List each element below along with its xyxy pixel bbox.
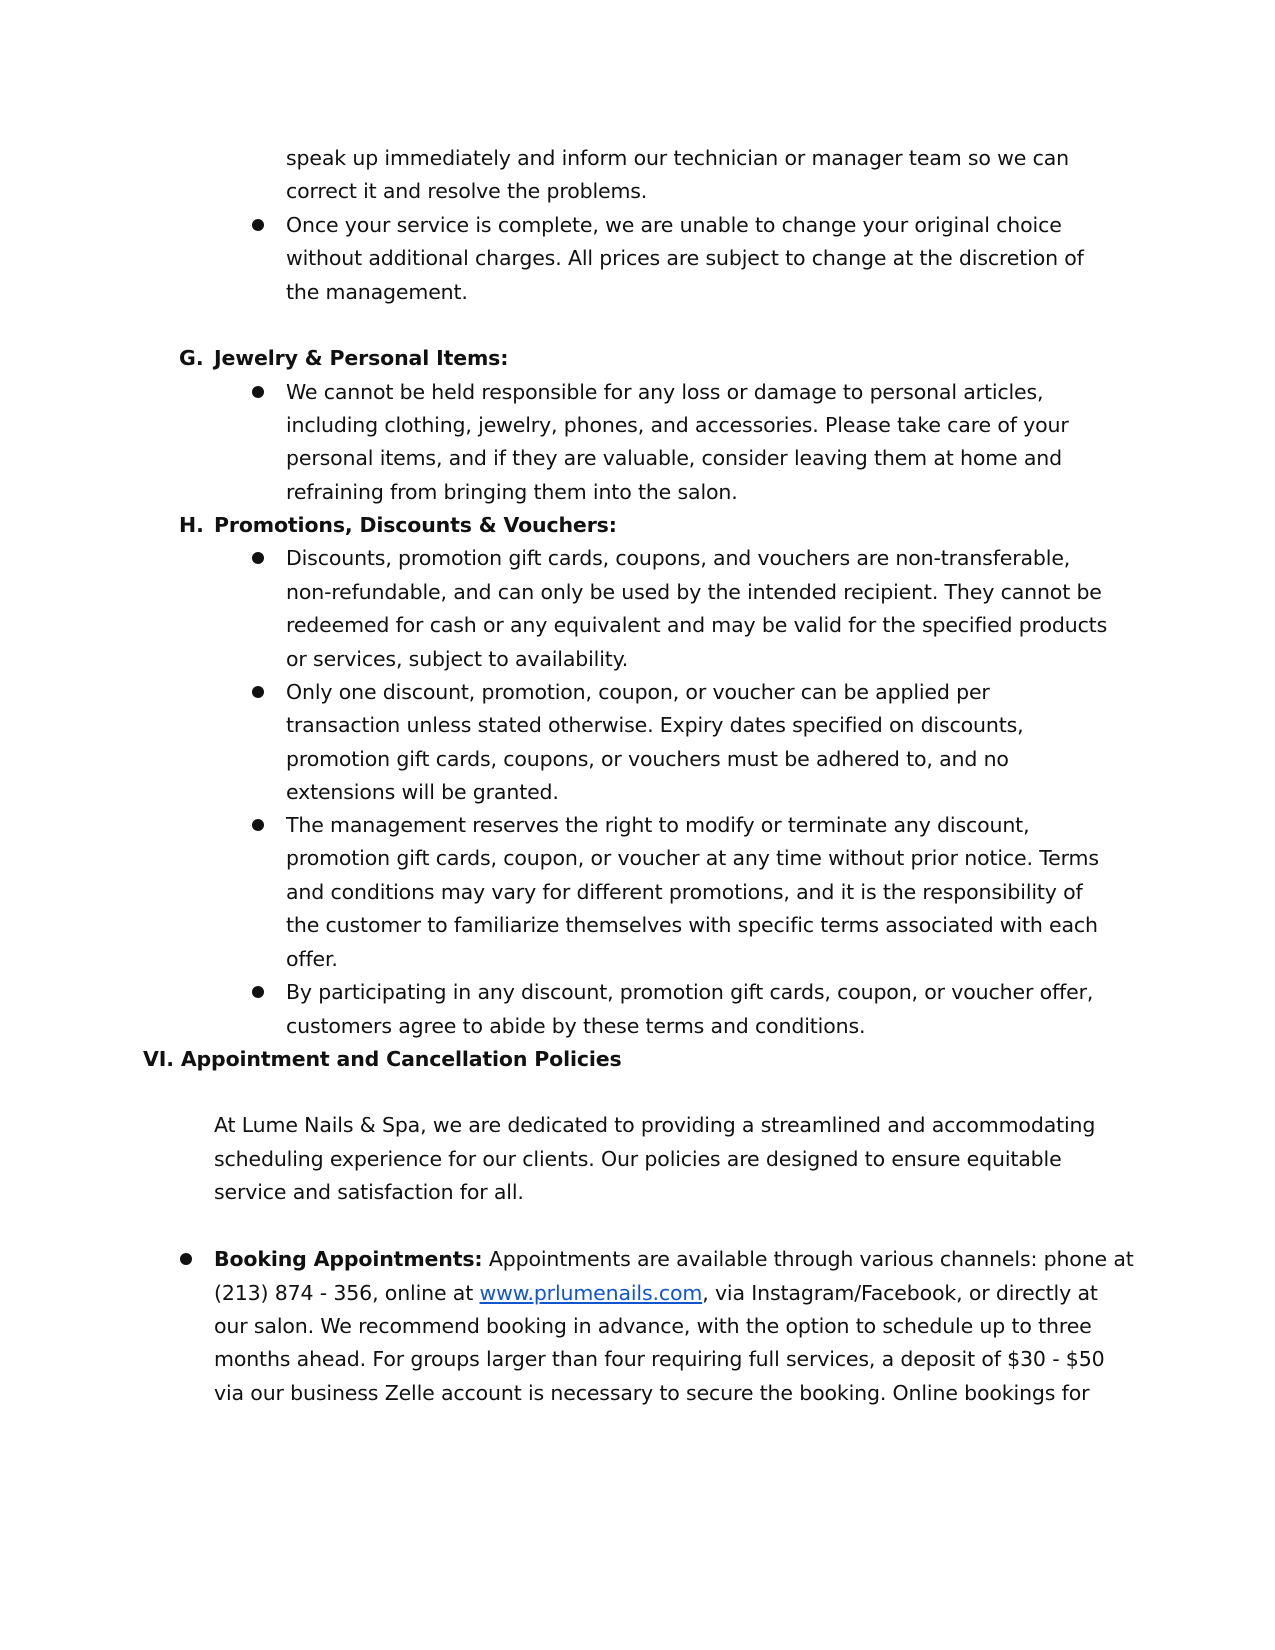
bullet-line: non-refundable, and can only be used by the intended recipient. They cannot be <box>286 580 1102 604</box>
booking-label: Booking Appointments: <box>214 1247 483 1271</box>
section-heading: Jewelry & Personal Items: <box>214 346 509 370</box>
booking-text: (213) 874 - 356, online at <box>214 1281 480 1305</box>
bullet-line: promotion gift cards, coupons, or vouchers must be adhered to, and no <box>286 747 1009 771</box>
bullet-line: customers agree to abide by these terms and conditions. <box>286 1014 866 1038</box>
bullet-icon <box>252 986 264 998</box>
bullet-icon <box>252 552 264 564</box>
bullet-line: the customer to familiarize themselves with specific terms associated with each <box>286 913 1098 937</box>
booking-text: , via Instagram/Facebook, or directly at <box>702 1281 1098 1305</box>
bullet-icon <box>252 686 264 698</box>
section-heading: Promotions, Discounts & Vouchers: <box>214 513 617 537</box>
bullet-line: transaction unless stated otherwise. Expiry dates specified on discounts, <box>286 713 1024 737</box>
bullet-line: without additional charges. All prices are subject to change at the discretion of <box>286 246 1084 270</box>
bullet-line: personal items, and if they are valuable, consider leaving them at home and <box>286 446 1063 470</box>
bullet-line: or services, subject to availability. <box>286 647 629 671</box>
paragraph-line: service and satisfaction for all. <box>214 1180 524 1204</box>
bullet-line: the management. <box>286 280 468 304</box>
website-link[interactable]: www.prlumenails.com <box>479 1281 703 1305</box>
paragraph-line: scheduling experience for our clients. Our policies are designed to ensure equitable <box>214 1147 1062 1171</box>
bullet-line: By participating in any discount, promotion gift cards, coupon, or voucher offer, <box>286 980 1094 1004</box>
section-marker: H. <box>179 513 204 537</box>
bullet-line: offer. <box>286 947 338 971</box>
bullet-icon <box>180 1253 192 1265</box>
bullet-icon <box>252 819 264 831</box>
section-heading: VI. Appointment and Cancellation Policies <box>143 1047 622 1071</box>
bullet-line: extensions will be granted. <box>286 780 559 804</box>
bullet-icon <box>252 386 264 398</box>
bullet-line: Discounts, promotion gift cards, coupons, and vouchers are non-transferable, <box>286 546 1071 570</box>
bullet-line: refraining from bringing them into the salon. <box>286 480 738 504</box>
booking-line: our salon. We recommend booking in advance, with the option to schedule up to three <box>214 1314 1092 1338</box>
booking-line: via our business Zelle account is necessary to secure the booking. Online bookings for <box>214 1381 1090 1405</box>
bullet-line: and conditions may vary for different promotions, and it is the responsibility of <box>286 880 1083 904</box>
paragraph-line: correct it and resolve the problems. <box>286 179 648 203</box>
bullet-line: We cannot be held responsible for any loss or damage to personal articles, <box>286 380 1044 404</box>
bullet-line: promotion gift cards, coupon, or voucher at any time without prior notice. Terms <box>286 846 1099 870</box>
section-marker: G. <box>179 346 204 370</box>
bullet-line: including clothing, jewelry, phones, and accessories. Please take care of your <box>286 413 1069 437</box>
bullet-line: Only one discount, promotion, coupon, or voucher can be applied per <box>286 680 990 704</box>
booking-line <box>214 1276 1098 1310</box>
bullet-line: The management reserves the right to modify or terminate any discount, <box>286 813 1030 837</box>
bullet-line: Once your service is complete, we are unable to change your original choice <box>286 213 1062 237</box>
paragraph-line: speak up immediately and inform our technician or manager team so we can <box>286 146 1069 170</box>
booking-text: Appointments are available through various channels: phone at <box>482 1247 1134 1271</box>
paragraph-line: At Lume Nails & Spa, we are dedicated to providing a streamlined and accommodating <box>214 1113 1096 1137</box>
bullet-icon <box>252 219 264 231</box>
booking-line <box>214 1242 1134 1276</box>
bullet-line: redeemed for cash or any equivalent and may be valid for the specified products <box>286 613 1108 637</box>
booking-line: months ahead. For groups larger than four requiring full services, a deposit of $30 - $50 <box>214 1347 1105 1371</box>
